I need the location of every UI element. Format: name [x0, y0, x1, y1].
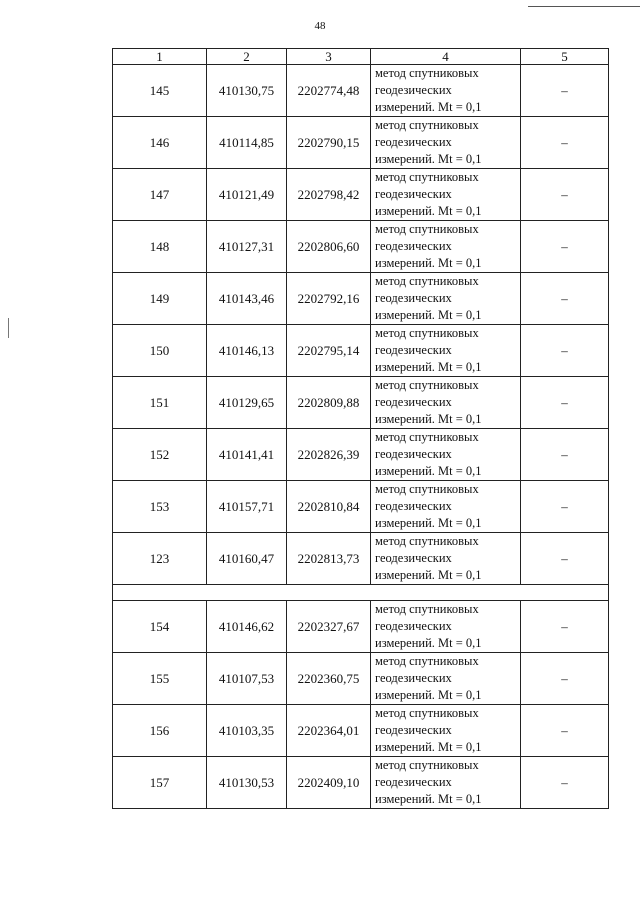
method-line: измерений. Mt = 0,1 [375, 740, 482, 754]
note-dash-cell: – [521, 169, 609, 221]
point-number-cell: 147 [113, 169, 207, 221]
method-line: метод спутниковых [375, 222, 479, 236]
x-coordinate-cell: 410127,31 [207, 221, 287, 273]
y-coordinate-cell: 2202826,39 [287, 429, 371, 481]
method-cell [371, 117, 521, 169]
table-row [113, 273, 609, 325]
note-dash-cell: – [521, 757, 609, 809]
method-line: измерений. Mt = 0,1 [375, 792, 482, 806]
method-line: измерений. Mt = 0,1 [375, 152, 482, 166]
point-number-cell: 157 [113, 757, 207, 809]
note-dash-cell: – [521, 325, 609, 377]
note-dash-cell: – [521, 533, 609, 585]
method-line: метод спутниковых [375, 758, 479, 772]
y-coordinate-cell: 2202409,10 [287, 757, 371, 809]
y-coordinate-cell: 2202813,73 [287, 533, 371, 585]
method-cell [371, 325, 521, 377]
method-line: геодезических [375, 135, 452, 149]
note-dash-cell: – [521, 705, 609, 757]
point-number-cell: 123 [113, 533, 207, 585]
method-line: метод спутниковых [375, 430, 479, 444]
point-number-cell: 149 [113, 273, 207, 325]
table-row [113, 325, 609, 377]
header-col-2: 2 [207, 49, 287, 65]
method-line: метод спутниковых [375, 274, 479, 288]
note-dash-cell: – [521, 601, 609, 653]
x-coordinate-cell: 410121,49 [207, 169, 287, 221]
y-coordinate-cell: 2202327,67 [287, 601, 371, 653]
method-line: геодезических [375, 83, 452, 97]
y-coordinate-cell: 2202806,60 [287, 221, 371, 273]
method-line: метод спутниковых [375, 706, 479, 720]
method-line: геодезических [375, 551, 452, 565]
point-number-cell: 150 [113, 325, 207, 377]
method-cell [371, 221, 521, 273]
y-coordinate-cell: 2202795,14 [287, 325, 371, 377]
scan-edge-line-top [528, 6, 640, 7]
table-row [113, 117, 609, 169]
method-line: измерений. Mt = 0,1 [375, 100, 482, 114]
note-dash-cell: – [521, 429, 609, 481]
method-cell [371, 705, 521, 757]
x-coordinate-cell: 410103,35 [207, 705, 287, 757]
x-coordinate-cell: 410157,71 [207, 481, 287, 533]
method-line: геодезических [375, 775, 452, 789]
group-separator-cell [113, 585, 609, 601]
point-number-cell: 156 [113, 705, 207, 757]
method-cell [371, 601, 521, 653]
note-dash-cell: – [521, 653, 609, 705]
method-line: геодезических [375, 723, 452, 737]
table-row [113, 481, 609, 533]
method-line: метод спутниковых [375, 602, 479, 616]
point-number-cell: 154 [113, 601, 207, 653]
x-coordinate-cell: 410146,62 [207, 601, 287, 653]
table-row [113, 653, 609, 705]
method-cell [371, 429, 521, 481]
method-line: метод спутниковых [375, 118, 479, 132]
coordinates-table [112, 48, 609, 809]
point-number-cell: 145 [113, 65, 207, 117]
x-coordinate-cell: 410114,85 [207, 117, 287, 169]
x-coordinate-cell: 410146,13 [207, 325, 287, 377]
table-row [113, 221, 609, 273]
note-dash-cell: – [521, 481, 609, 533]
method-line: измерений. Mt = 0,1 [375, 568, 482, 582]
method-line: измерений. Mt = 0,1 [375, 636, 482, 650]
scan-edge-line-left [8, 318, 9, 338]
x-coordinate-cell: 410143,46 [207, 273, 287, 325]
method-line: геодезических [375, 447, 452, 461]
method-line: измерений. Mt = 0,1 [375, 688, 482, 702]
x-coordinate-cell: 410160,47 [207, 533, 287, 585]
method-line: измерений. Mt = 0,1 [375, 204, 482, 218]
table-row [113, 601, 609, 653]
y-coordinate-cell: 2202790,15 [287, 117, 371, 169]
method-line: метод спутниковых [375, 482, 479, 496]
method-cell [371, 65, 521, 117]
table-row [113, 377, 609, 429]
method-line: измерений. Mt = 0,1 [375, 464, 482, 478]
y-coordinate-cell: 2202792,16 [287, 273, 371, 325]
table-row [113, 533, 609, 585]
method-cell [371, 533, 521, 585]
method-line: геодезических [375, 187, 452, 201]
method-line: геодезических [375, 343, 452, 357]
x-coordinate-cell: 410141,41 [207, 429, 287, 481]
header-row [113, 49, 609, 65]
header-col-4: 4 [371, 49, 521, 65]
method-line: метод спутниковых [375, 326, 479, 340]
method-line: геодезических [375, 395, 452, 409]
header-col-3: 3 [287, 49, 371, 65]
method-line: метод спутниковых [375, 534, 479, 548]
note-dash-cell: – [521, 377, 609, 429]
point-number-cell: 148 [113, 221, 207, 273]
point-number-cell: 151 [113, 377, 207, 429]
method-line: измерений. Mt = 0,1 [375, 360, 482, 374]
method-line: геодезических [375, 671, 452, 685]
table-row [113, 429, 609, 481]
method-line: геодезических [375, 619, 452, 633]
method-line: метод спутниковых [375, 654, 479, 668]
note-dash-cell: – [521, 117, 609, 169]
x-coordinate-cell: 410129,65 [207, 377, 287, 429]
group-separator-row [113, 585, 609, 601]
method-cell [371, 169, 521, 221]
y-coordinate-cell: 2202810,84 [287, 481, 371, 533]
method-cell [371, 757, 521, 809]
method-line: геодезических [375, 291, 452, 305]
x-coordinate-cell: 410130,75 [207, 65, 287, 117]
method-line: геодезических [375, 499, 452, 513]
header-col-5: 5 [521, 49, 609, 65]
table-row [113, 705, 609, 757]
x-coordinate-cell: 410130,53 [207, 757, 287, 809]
y-coordinate-cell: 2202360,75 [287, 653, 371, 705]
x-coordinate-cell: 410107,53 [207, 653, 287, 705]
header-col-1: 1 [113, 49, 207, 65]
page-number: 48 [314, 20, 326, 32]
method-line: метод спутниковых [375, 378, 479, 392]
method-line: измерений. Mt = 0,1 [375, 412, 482, 426]
method-cell [371, 273, 521, 325]
point-number-cell: 152 [113, 429, 207, 481]
table-row [113, 65, 609, 117]
y-coordinate-cell: 2202364,01 [287, 705, 371, 757]
y-coordinate-cell: 2202774,48 [287, 65, 371, 117]
point-number-cell: 146 [113, 117, 207, 169]
note-dash-cell: – [521, 273, 609, 325]
method-cell [371, 481, 521, 533]
method-line: метод спутниковых [375, 170, 479, 184]
method-line: измерений. Mt = 0,1 [375, 308, 482, 322]
table-body [113, 65, 609, 809]
note-dash-cell: – [521, 221, 609, 273]
table-row [113, 757, 609, 809]
y-coordinate-cell: 2202809,88 [287, 377, 371, 429]
point-number-cell: 155 [113, 653, 207, 705]
table-row [113, 169, 609, 221]
note-dash-cell: – [521, 65, 609, 117]
y-coordinate-cell: 2202798,42 [287, 169, 371, 221]
method-cell [371, 653, 521, 705]
point-number-cell: 153 [113, 481, 207, 533]
method-cell [371, 377, 521, 429]
method-line: измерений. Mt = 0,1 [375, 516, 482, 530]
method-line: геодезических [375, 239, 452, 253]
method-line: измерений. Mt = 0,1 [375, 256, 482, 270]
method-line: метод спутниковых [375, 66, 479, 80]
